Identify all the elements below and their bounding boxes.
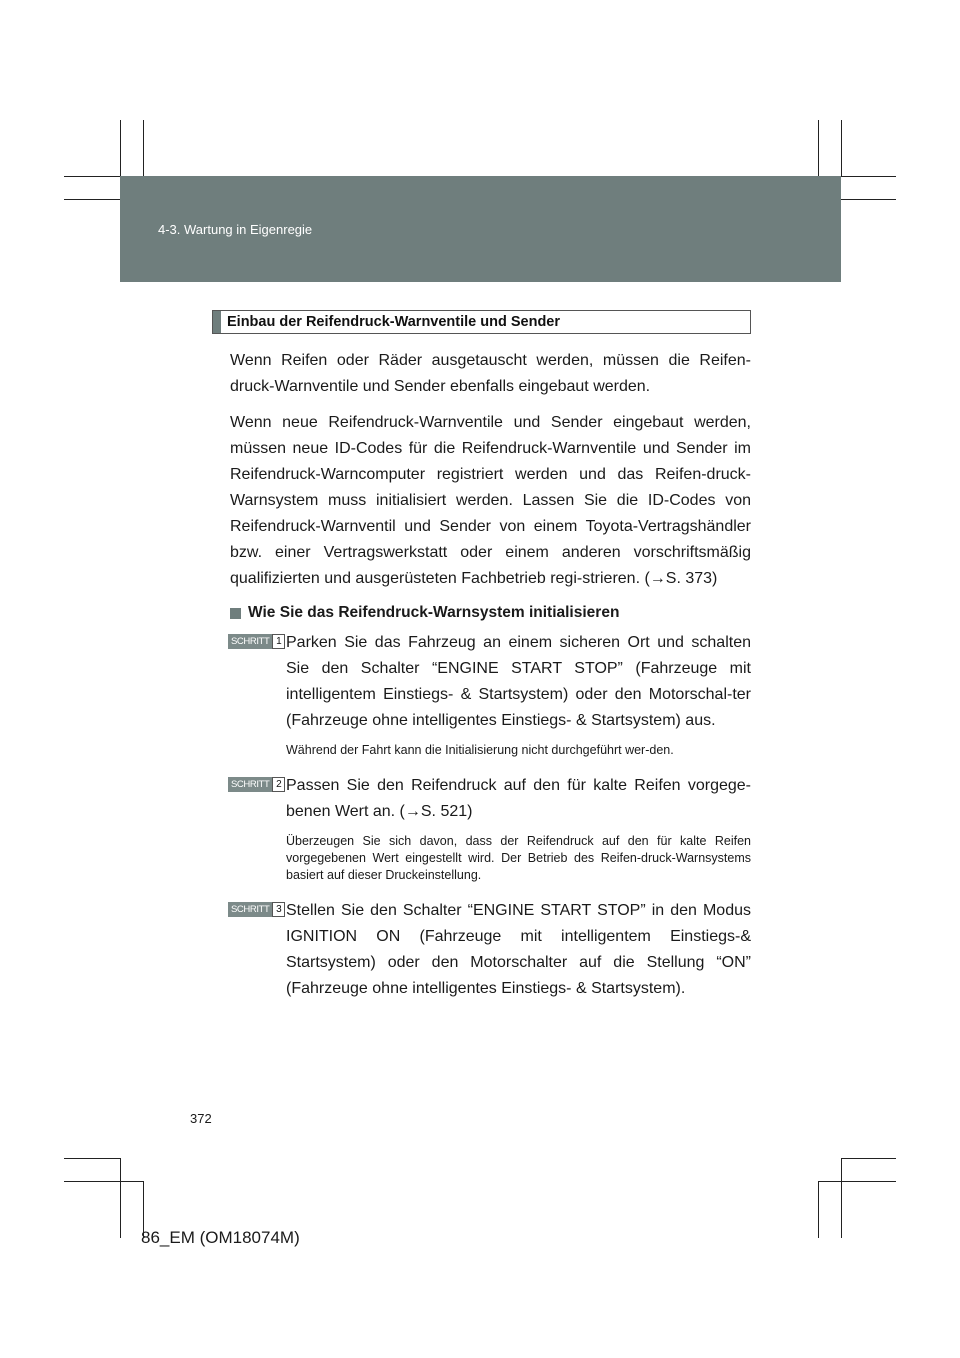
crop-mark: [120, 1158, 121, 1238]
crop-mark: [120, 120, 121, 176]
step-badge: [228, 777, 285, 792]
subheading-text: Wie Sie das Reifendruck-Warnsystem initialisieren: [248, 604, 620, 621]
crop-mark: [64, 1158, 120, 1159]
header-band: [120, 176, 841, 282]
paragraph-1: Wenn Reifen oder Räder ausgetauscht werden, müssen die Reifen-druck-Warnventile und Sender ebenfalls eingebaut werden.: [230, 352, 751, 395]
step-2: [212, 773, 751, 884]
step-3: [212, 898, 751, 1002]
square-bullet-icon: [230, 608, 241, 619]
crop-mark: [841, 1158, 896, 1159]
page-content: [212, 310, 751, 1002]
step-badge: [228, 902, 285, 917]
step-badge-number: 2: [272, 777, 285, 792]
paragraph-2: Wenn neue Reifendruck-Warnventile und Sender eingebaut werden, müssen neue ID-Codes für die Reifendruck-Warnventile und Sender im Reifendruck-Warncomputer registriert werden und das Reifen-druck-Warnsystem muss initialisiert werden. Lassen Sie die ID-Codes von Reifendruck-Warnventil und Sender von einem Toyota-Vertragshändler bzw. einer Vertragswerkstatt oder einem anderen vorschriftsmäßig qualifizierten und ausgerüsteten Fachbetrieb regi-strieren. (→S. 373): [230, 414, 751, 587]
section-title: 4-3. Wartung in Eigenregie: [158, 222, 313, 237]
document-code: 86_EM (OM18074M): [141, 1228, 300, 1247]
heading-accent-bar: [213, 311, 221, 333]
crop-mark: [64, 1181, 144, 1182]
step-note: Überzeugen Sie sich davon, dass der Reifendruck auf den für kalte Reifen vorgegebenen Wert eingestellt wird. Der Betrieb des Reifen-druck-Warnsystems basiert auf dieser Druckeinstellung.: [286, 834, 751, 882]
section-heading-box: [212, 310, 751, 334]
crop-mark: [818, 1181, 896, 1182]
step-badge-number: 3: [272, 902, 285, 917]
crop-mark: [841, 120, 842, 176]
crop-mark: [143, 120, 144, 176]
crop-mark: [818, 120, 819, 176]
step-text: Stellen Sie den Schalter “ENGINE START STOP” in den Modus IGNITION ON (Fahrzeuge mit intelligentem Einstiegs-& Startsystem) oder den Motorschalter auf die Stellung “ON” (Fahrzeuge ohne intelligentes Einstiegs- & Startsystem).: [286, 902, 751, 997]
crop-mark: [64, 199, 120, 200]
subheading: [212, 600, 751, 626]
step-badge-label: SCHRITT: [228, 634, 272, 649]
step-text: Passen Sie den Reifendruck auf den für kalte Reifen vorgege-benen Wert an. (→S. 521): [286, 777, 751, 820]
step-badge-label: SCHRITT: [228, 777, 272, 792]
step-1: [212, 630, 751, 759]
step-text: Parken Sie das Fahrzeug an einem sicheren Ort und schalten Sie den Schalter “ENGINE START STOP” (Fahrzeuge mit intelligentem Einstiegs- & Startsystem) oder den Motorschal-ter (Fahrzeuge ohne intelligentes Einstiegs- & Startsystem) aus.: [286, 634, 751, 729]
crop-mark: [818, 1181, 819, 1238]
step-badge: [228, 634, 285, 649]
crop-mark: [841, 1158, 842, 1238]
step-badge-number: 1: [272, 634, 285, 649]
step-badge-label: SCHRITT: [228, 902, 272, 917]
section-heading: Einbau der Reifendruck-Warnventile und Sender: [227, 314, 561, 330]
crop-mark: [841, 199, 896, 200]
step-note: Während der Fahrt kann die Initialisierung nicht durchgeführt wer-den.: [286, 743, 674, 757]
page-number: 372: [190, 1111, 212, 1126]
